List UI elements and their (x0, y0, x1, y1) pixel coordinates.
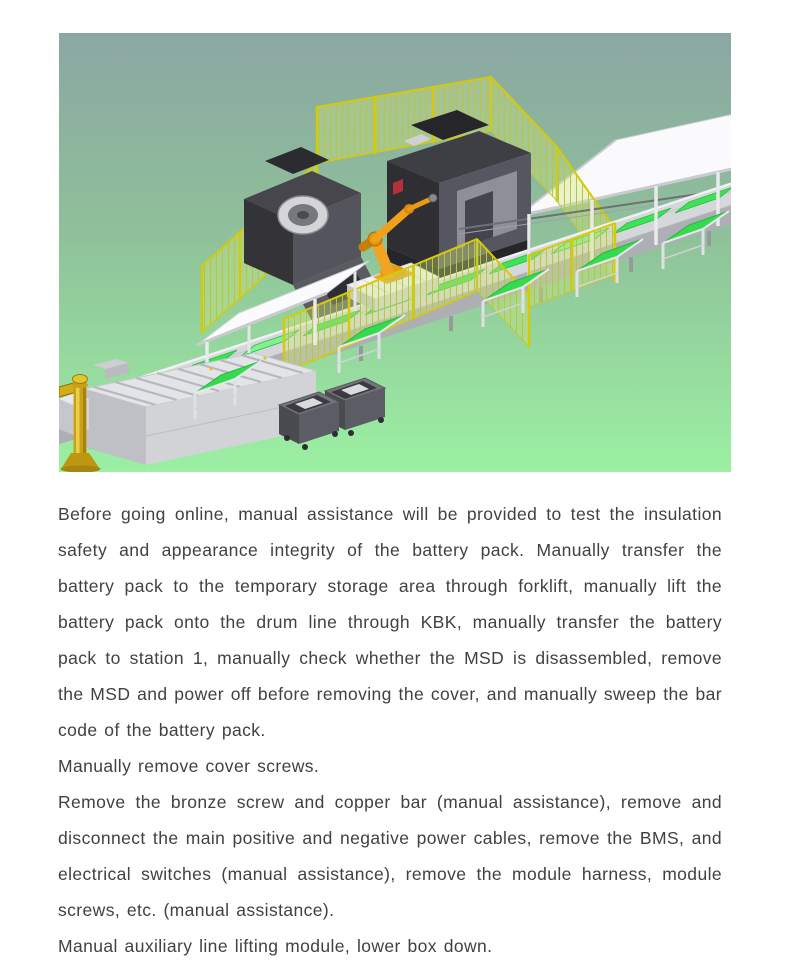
production-line-image (59, 33, 731, 472)
paragraph-prep: Before going online, manual assistance will be provided to test the insulation safety and appearance integrity of the battery pack. Manually transfer the battery pack to the temporary storage area through forklift, manually lift the battery pack onto the drum line through KBK, manually transfer the battery pack to station 1, manually check whether the MSD is disassembled, remove the MSD and power off before removing the cover, and manually sweep the bar code of the battery pack. (58, 504, 722, 740)
production-line-render (59, 33, 731, 472)
paragraph-cover-screws: Manually remove cover screws. (58, 756, 320, 776)
paragraph-disassembly: Remove the bronze screw and copper bar (manual assistance), remove and disconnect the main positive and negative power cables, remove the BMS, and electrical switches (manual assistance), remove the module harness, module screws, etc. (manual assistance). (58, 792, 722, 920)
paragraph-lifting: Manual auxiliary line lifting module, lower box down. (58, 936, 493, 956)
description-text (58, 496, 722, 964)
